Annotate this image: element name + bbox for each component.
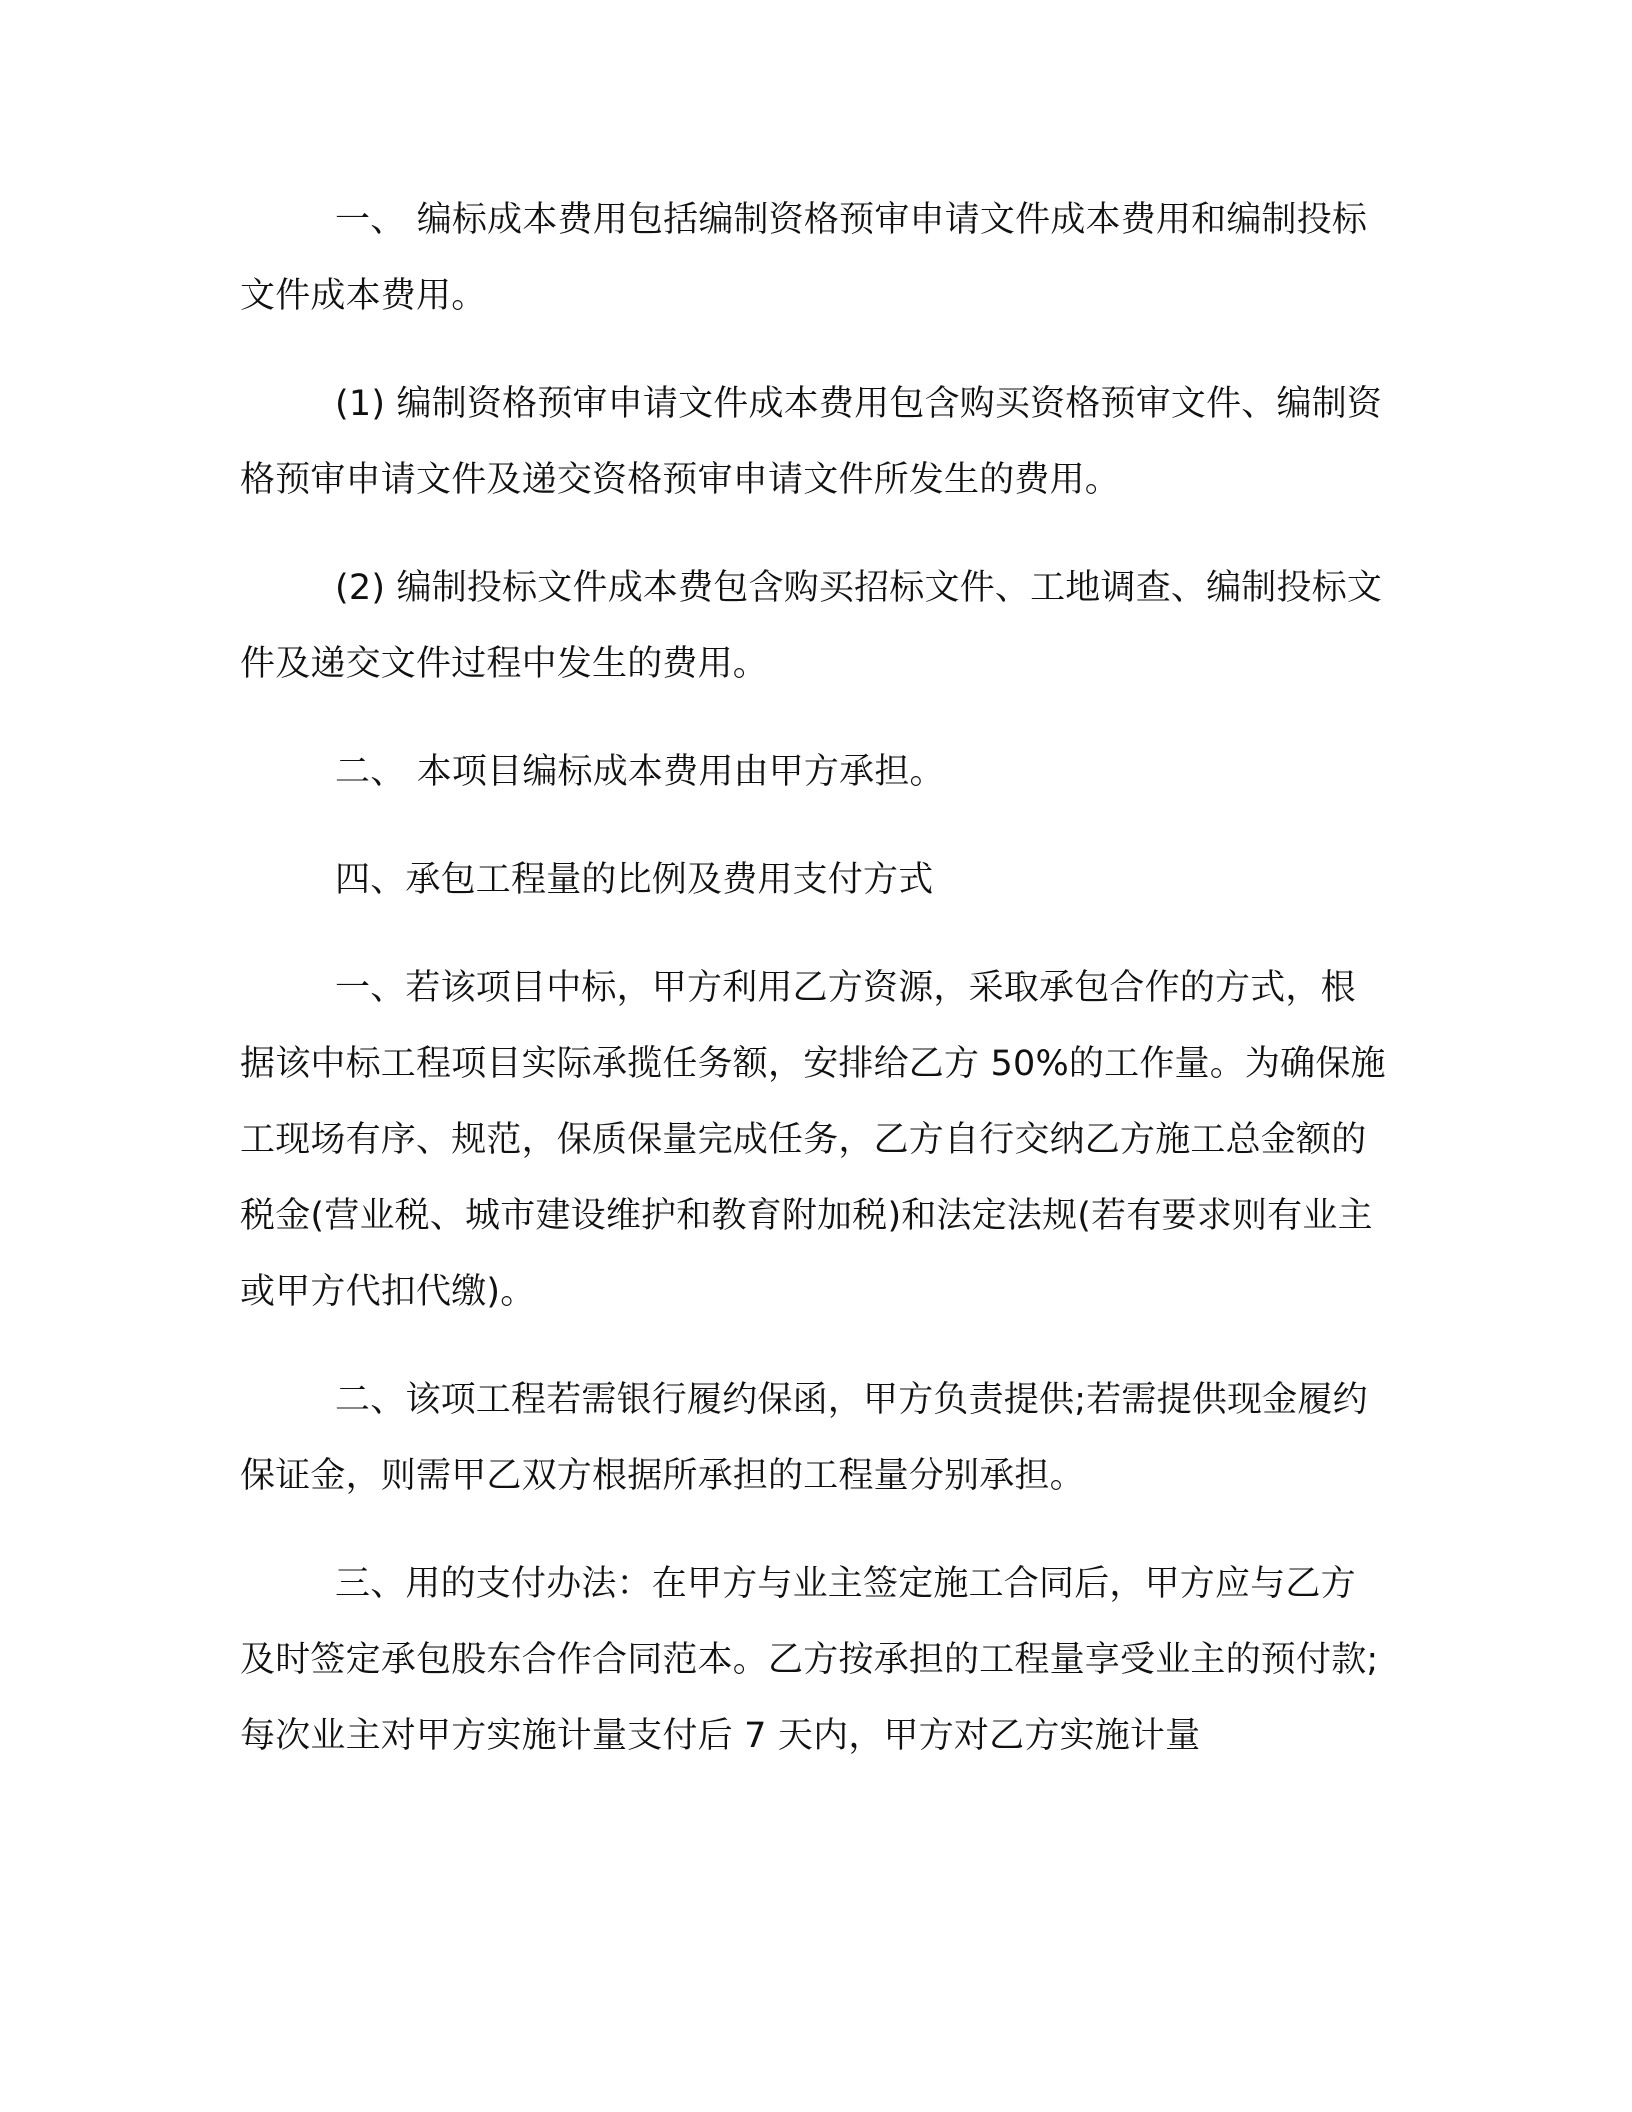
paragraph-payment-method: 三、用的支付办法：在甲方与业主签定施工合同后，甲方应与乙方及时签定承包股东合作合同范本。乙方按承担的工程量享受业主的预付款;每次业主对甲方实施计量支付后 7 天内，甲方对乙方实施计量 xyxy=(240,1564,1379,1756)
paragraph-performance-guarantee: 二、该项工程若需银行履约保函，甲方负责提供;若需提供现金履约保证金，则需甲乙双方根据所承担的工程量分别承担。 xyxy=(240,1380,1368,1496)
section-heading-workload-payment: 四、承包工程量的比例及费用支付方式 xyxy=(335,860,934,900)
paragraph-workload-allocation: 一、若该项目中标，甲方利用乙方资源，采取承包合作的方式，根据该中标工程项目实际承揽任务额，安排给乙方 50%的工作量。为确保施工现场有序、规范，保质保量完成任务，乙方自行交纳乙方施工总金额的税金(营业税、城市建设维护和教育附加税)和法定法规(若有要求则有业主或甲方代扣代缴)。 xyxy=(240,968,1386,1312)
paragraph-cost-scope: 一、 编标成本费用包括编制资格预审申请文件成本费用和编制投标文件成本费用。 xyxy=(240,200,1368,316)
document-body xyxy=(240,182,1390,1806)
paragraph-bid-document-cost: (2) 编制投标文件成本费包含购买招标文件、工地调查、编制投标文件及递交文件过程中发生的费用。 xyxy=(240,568,1383,684)
paragraph-prequalification-cost: (1) 编制资格预审申请文件成本费用包含购买资格预审文件、编制资格预审申请文件及递交资格预审申请文件所发生的费用。 xyxy=(240,384,1383,500)
paragraph-cost-bearer: 二、 本项目编标成本费用由甲方承担。 xyxy=(335,752,945,792)
